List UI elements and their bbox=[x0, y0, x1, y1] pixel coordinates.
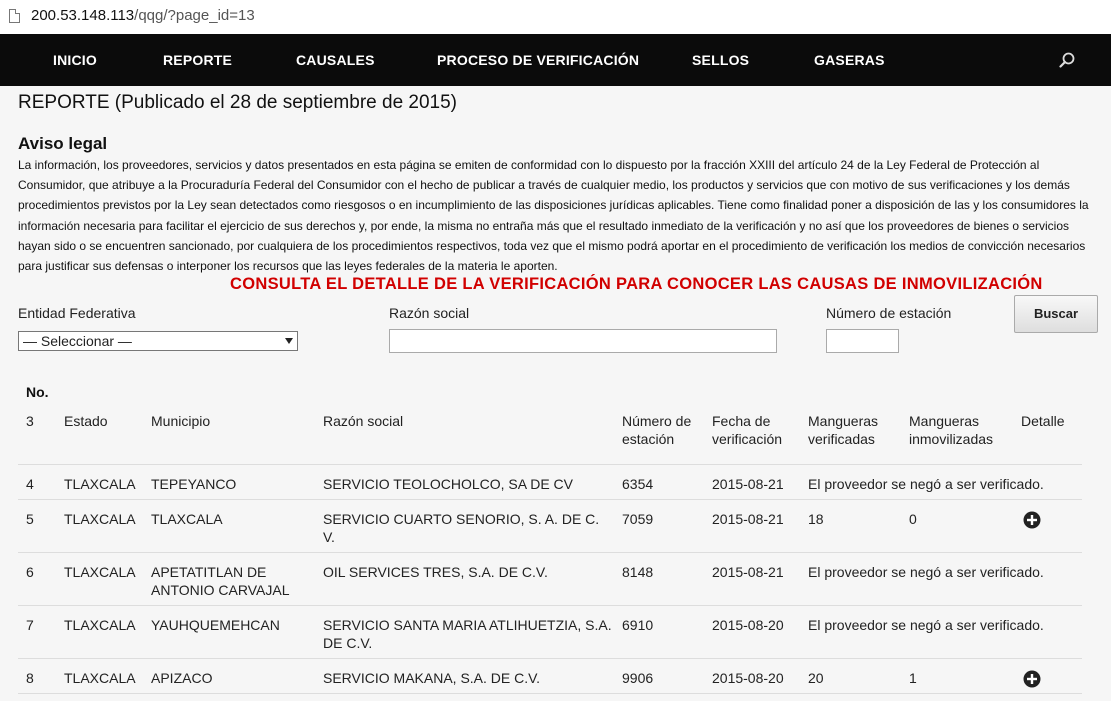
header-detalle: Detalle bbox=[1021, 408, 1082, 464]
header-razon-social: Razón social bbox=[323, 408, 622, 464]
cell-estado: TLAXCALA bbox=[64, 552, 151, 605]
cell-razon-social: SERVICIO TEOLOCHOLCO, SA DE CV bbox=[323, 464, 622, 499]
cell-detalle bbox=[1021, 658, 1082, 693]
table-row bbox=[18, 499, 1082, 552]
numero-estacion-input[interactable] bbox=[826, 329, 899, 353]
cell-municipio: YAUHQUEMEHCAN bbox=[151, 605, 323, 658]
cell-mangueras-inmovilizadas: 0 bbox=[909, 499, 1021, 552]
table-row bbox=[18, 552, 1082, 605]
nav-causales[interactable]: CAUSALES bbox=[296, 52, 375, 68]
cell-fecha: 2015-08-21 bbox=[712, 552, 808, 605]
cell-mangueras-verificadas: 18 bbox=[808, 499, 909, 552]
results-table bbox=[18, 376, 1082, 694]
table-row bbox=[18, 605, 1082, 658]
cell-numero-estacion: 8148 bbox=[622, 552, 712, 605]
buscar-button[interactable]: Buscar bbox=[1014, 295, 1098, 333]
cell-municipio: TLAXCALA bbox=[151, 499, 323, 552]
cell-municipio: APETATITLAN DE ANTONIO CARVAJAL bbox=[151, 552, 323, 605]
cell-numero-estacion: 6910 bbox=[622, 605, 712, 658]
table-header-row bbox=[18, 408, 1082, 464]
cell-estado: TLAXCALA bbox=[64, 605, 151, 658]
cell-status-message: El proveedor se negó a ser verificado. bbox=[808, 605, 1082, 658]
cell-fecha: 2015-08-21 bbox=[712, 464, 808, 499]
header-fecha: Fecha de verificación bbox=[712, 408, 808, 464]
url-text[interactable]: 200.53.148.113/qqg/?page_id=13 bbox=[31, 7, 255, 24]
cell-municipio: APIZACO bbox=[151, 658, 323, 693]
header-no: 3 bbox=[18, 408, 64, 464]
cell-status-message: El proveedor se negó a ser verificado. bbox=[808, 464, 1082, 499]
cell-numero-estacion: 9906 bbox=[622, 658, 712, 693]
nav-proceso-verificacion[interactable]: PROCESO DE VERIFICACIÓN bbox=[437, 52, 640, 68]
header-mangueras-verificadas: Mangueras verificadas bbox=[808, 408, 909, 464]
cell-no: 5 bbox=[18, 499, 64, 552]
cell-mangueras-verificadas: 20 bbox=[808, 658, 909, 693]
main-content bbox=[0, 86, 1111, 701]
nav-gaseras[interactable]: GASERAS bbox=[814, 52, 885, 68]
cell-no: 7 bbox=[18, 605, 64, 658]
table-row bbox=[18, 658, 1082, 693]
cell-no: 4 bbox=[18, 464, 64, 499]
cell-municipio: TEPEYANCO bbox=[151, 464, 323, 499]
cell-estado: TLAXCALA bbox=[64, 464, 151, 499]
legal-notice-heading: Aviso legal bbox=[18, 134, 108, 153]
cell-estado: TLAXCALA bbox=[64, 658, 151, 693]
numero-estacion-label: Número de estación bbox=[826, 305, 952, 321]
cell-numero-estacion: 6354 bbox=[622, 464, 712, 499]
cell-fecha: 2015-08-20 bbox=[712, 658, 808, 693]
razon-social-input[interactable] bbox=[389, 329, 777, 353]
no-label: No. bbox=[26, 384, 49, 400]
table-row bbox=[18, 464, 1082, 499]
cell-razon-social: OIL SERVICES TRES, S.A. DE C.V. bbox=[323, 552, 622, 605]
header-municipio: Municipio bbox=[151, 408, 323, 464]
cell-fecha: 2015-08-21 bbox=[712, 499, 808, 552]
dropdown-arrow-icon bbox=[285, 338, 293, 344]
cell-status-message: El proveedor se negó a ser verificado. bbox=[808, 552, 1082, 605]
address-bar[interactable] bbox=[0, 0, 1111, 34]
nav-inicio[interactable]: INICIO bbox=[53, 52, 97, 68]
legal-notice-text: La información, los proveedores, servicios y datos presentados en esta página se emiten de conformidad con lo dispuesto por la fracción XXIII del artículo 24 de la Ley Federal de Protección al Consumidor, que atribuye a la Procuraduría Federal del Consumidor con el hecho de publicar a través de cualquier medio, los productos y servicios que con motivo de sus verificaciones y los demás procedimientos previstos por la Ley sean detectados como riesgosos o en incumplimiento de las disposiciones jurídicas aplicables. Tiene como finalidad poner a disposición de las y los consumidores la información necesaria para facilitar el ejercicio de sus derechos y, por ende, la misma no entraña más que el resultado inmediato de la verificación y no así que los proveedores de bienes o servicios hayan sido o se encuentren sancionado, por cualquiera de los procedimientos respectivos, toda vez que el mismo podrá aportar en el procedimiento de verificación los medios de convicción necesarios para justificar sus defensas o interponer los recursos que las leyes federales de la materia le aporten. bbox=[18, 158, 1089, 274]
page-icon bbox=[9, 9, 20, 23]
cell-estado: TLAXCALA bbox=[64, 499, 151, 552]
header-numero-estacion: Número de estación bbox=[622, 408, 712, 464]
cell-detalle bbox=[1021, 499, 1082, 552]
cell-fecha: 2015-08-20 bbox=[712, 605, 808, 658]
consult-detail-banner: CONSULTA EL DETALLE DE LA VERIFICACIÓN PARA CONOCER LAS CAUSAS DE INMOVILIZACIÓN bbox=[230, 275, 1043, 293]
plus-circle-icon[interactable] bbox=[1023, 511, 1041, 529]
entidad-select[interactable] bbox=[18, 331, 298, 351]
razon-social-label: Razón social bbox=[389, 305, 470, 321]
entidad-selected-value: — Seleccionar — bbox=[23, 333, 132, 349]
cell-razon-social: SERVICIO CUARTO SENORIO, S. A. DE C. V. bbox=[323, 499, 622, 552]
cell-mangueras-inmovilizadas: 1 bbox=[909, 658, 1021, 693]
entidad-label: Entidad Federativa bbox=[18, 305, 136, 321]
search-icon[interactable] bbox=[1059, 52, 1075, 68]
cell-razon-social: SERVICIO SANTA MARIA ATLIHUETZIA, S.A. DE C.V. bbox=[323, 605, 622, 658]
cell-no: 8 bbox=[18, 658, 64, 693]
page-title: REPORTE (Publicado el 28 de septiembre de 2015) bbox=[18, 92, 458, 113]
header-estado: Estado bbox=[64, 408, 151, 464]
header-mangueras-inmovilizadas: Mangueras inmovilizadas bbox=[909, 408, 1021, 464]
main-nav bbox=[0, 34, 1111, 86]
cell-numero-estacion: 7059 bbox=[622, 499, 712, 552]
nav-sellos[interactable]: SELLOS bbox=[692, 52, 750, 68]
nav-reporte[interactable]: REPORTE bbox=[163, 52, 233, 68]
table-no-label-row bbox=[18, 376, 1082, 408]
plus-circle-icon[interactable] bbox=[1023, 670, 1041, 688]
cell-razon-social: SERVICIO MAKANA, S.A. DE C.V. bbox=[323, 658, 622, 693]
cell-no: 6 bbox=[18, 552, 64, 605]
